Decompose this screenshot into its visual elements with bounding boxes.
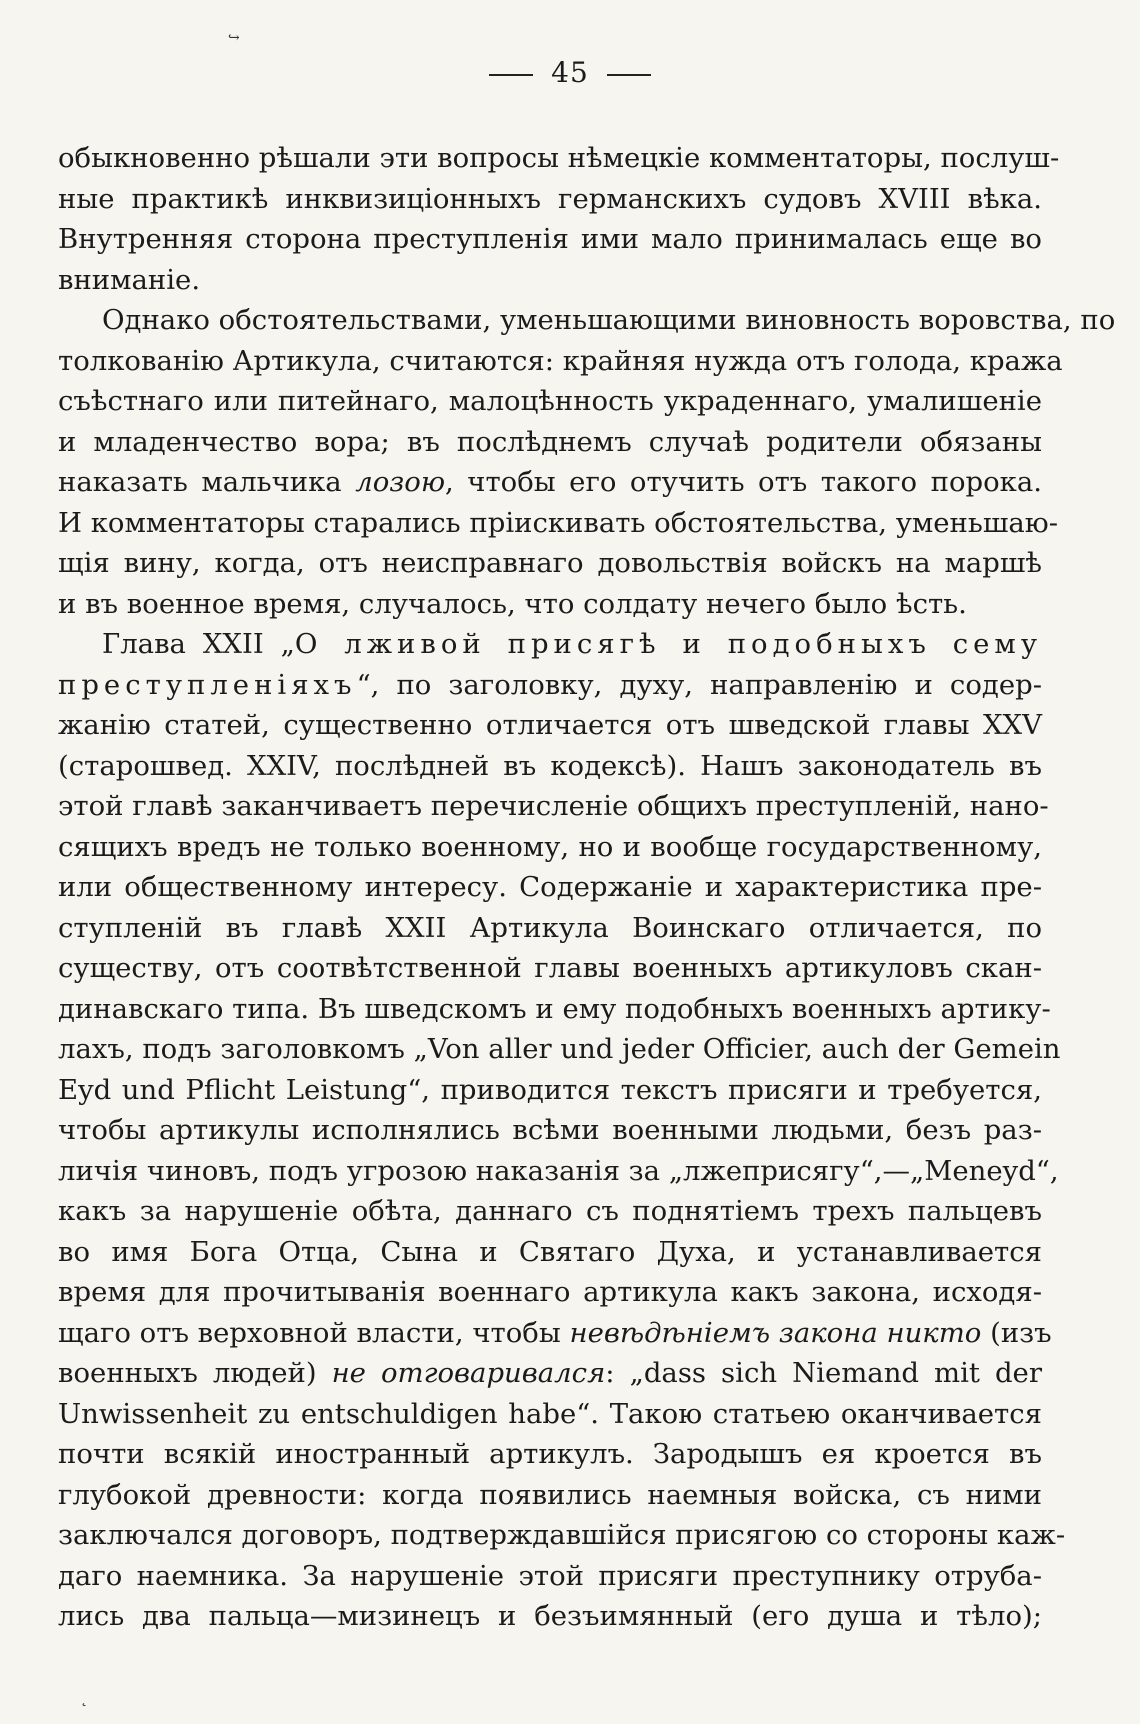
text-line-mixed: [58, 665, 1042, 706]
text-line: Unwissenheit zu entschuldigen habe“. Такою статьею оканчивается: [58, 1397, 1042, 1430]
header-dash-right: [607, 74, 651, 76]
text-line: Eyd und Pflicht Leistung“, приводится текстъ присяги и требуется,: [58, 1073, 1042, 1106]
text-line: И комментаторы старались пріискивать обстоятельства, уменьшаю-: [58, 506, 1059, 539]
text-line: и младенчество вора; въ послѣднемъ случаѣ родители обязаны: [58, 425, 1042, 458]
text-line: сящихъ вредъ не только военному, но и вообще государственному,: [58, 830, 1042, 863]
text-segment: Глава XXII „: [102, 628, 295, 660]
text-line: почти всякій иностранный артикулъ. Зародышъ ея кроется въ: [58, 1438, 1042, 1470]
page-number: 45: [551, 56, 589, 89]
text-line: (старошвед. XXIV, послѣдней въ кодексѣ). Нашъ законодатель въ: [58, 749, 1042, 782]
paragraph-2: [58, 300, 1116, 624]
text-line: этой главѣ заканчиваетъ перечисленіе общихъ преступленій, нано-: [58, 790, 1049, 822]
text-segment: , чтобы его отучить отъ такого порока.: [445, 466, 1042, 498]
text-line: жанію статей, существенно отличается отъ шведской главы XXV: [58, 709, 1042, 741]
text-line: Внутренняя сторона преступленія ими мало принималась еще во: [58, 223, 1042, 255]
text-line-mixed: [58, 462, 1042, 503]
text-segment: военныхъ людей): [58, 1357, 332, 1389]
text-line: обыкновенно рѣшали эти вопросы нѣмецкіе комментаторы, послуш-: [58, 142, 1060, 174]
text-line: какъ за нарушеніе обѣта, даннаго съ поднятіемъ трехъ пальцевъ: [58, 1195, 1042, 1227]
text-line: личія чиновъ, подъ угрозою наказанія за „лжеприсягу“,—„Meneyd“,: [58, 1154, 1059, 1187]
text-line-mixed: [58, 1313, 1052, 1354]
text-line: или общественному интересу. Содержаніе и характеристика пре-: [58, 871, 1042, 903]
text-line: щія вину, когда, отъ неисправнаго довольствія войскъ на маршѣ: [58, 547, 1042, 579]
text-line: даго наемника. За нарушеніе этой присяги преступнику отруба-: [58, 1559, 1042, 1592]
text-segment: (изъ: [981, 1316, 1052, 1349]
paragraph-1: [58, 138, 1060, 300]
text-line: ные практикѣ инквизиціонныхъ германскихъ судовъ XVIII вѣка.: [58, 182, 1042, 215]
text-line: толкованію Артикула, считаются: крайняя нужда отъ голода, кража: [58, 344, 1063, 377]
italic-emphasis: лозою: [355, 466, 446, 498]
italic-emphasis: невѣдѣніемъ закона никто: [569, 1316, 982, 1349]
body-text: [58, 138, 1116, 1637]
text-line: во имя Бога Отца, Сына и Святаго Духа, и устанавливается: [58, 1235, 1042, 1268]
text-line: лахъ, подъ заголовкомъ „Von aller und jeder Officier, auch der Gemein: [58, 1033, 1061, 1065]
page-header: [0, 56, 1140, 89]
printer-mark: ↪: [228, 30, 240, 46]
text-line: вниманіе.: [58, 263, 201, 296]
text-line: ступленій въ главѣ XXII Артикула Воинскаго отличается, по: [58, 911, 1042, 944]
spaced-emphasis: преступленіяхъ: [58, 668, 357, 701]
text-segment: : „dass sich Niemand mit der: [605, 1357, 1042, 1389]
text-line: существу, отъ соотвѣтственной главы военныхъ артикуловъ скан-: [58, 952, 1042, 984]
text-line-mixed: [58, 624, 1042, 665]
italic-emphasis: не отговаривался: [331, 1357, 606, 1389]
text-segment: щаго отъ верховной власти, чтобы: [58, 1316, 570, 1349]
text-line: и въ военное время, случалось, что солдату нечего было ѣсть.: [58, 587, 967, 620]
printer-mark: ˛: [80, 1688, 88, 1707]
text-line-mixed: [58, 1353, 1042, 1394]
text-line: Однако обстоятельствами, уменьшающими виновность воровства, по: [102, 304, 1116, 336]
text-segment: “, по заголовку, духу, направленію и содер-: [356, 668, 1042, 701]
text-line: заключался договоръ, подтверждавшійся присягою со стороны каж-: [58, 1519, 1066, 1551]
text-line: лись два пальца—мизинецъ и безъимянный (его душа и тѣло);: [58, 1600, 1042, 1632]
text-line: съѣстнаго или питейнаго, малоцѣнность украденнаго, умалишеніе: [58, 385, 1042, 417]
text-line: время для прочитыванія военнаго артикула какъ закона, исходя-: [58, 1276, 1042, 1308]
text-line: глубокой древности: когда появились наемныя войска, съ ними: [58, 1478, 1042, 1511]
paragraph-3: [58, 624, 1066, 1637]
text-segment: наказать мальчика: [58, 466, 356, 498]
spaced-emphasis: О лживой присягѣ и подобныхъ сему: [294, 628, 1042, 660]
header-dash-left: [489, 74, 533, 76]
text-line: динавскаго типа. Въ шведскомъ и ему подобныхъ военныхъ артику-: [58, 992, 1051, 1025]
text-line: чтобы артикулы исполнялись всѣми военными людьми, безъ раз-: [58, 1114, 1042, 1146]
